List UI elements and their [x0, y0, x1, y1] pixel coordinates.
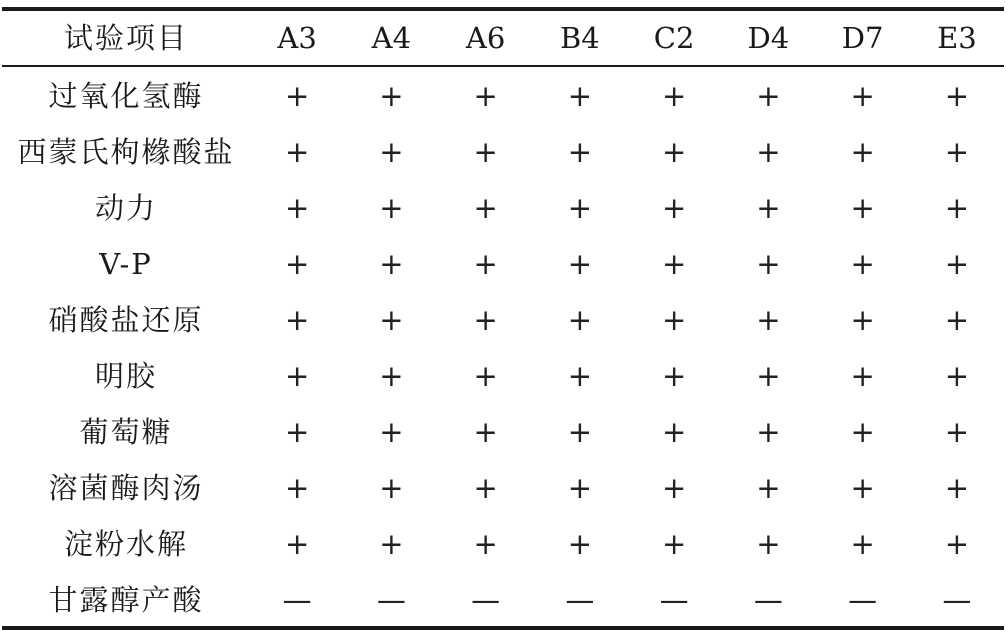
result-cell: +: [661, 415, 687, 450]
result-cell: +: [567, 527, 593, 562]
result-cell: +: [379, 471, 404, 506]
result-cell: —: [376, 583, 406, 618]
result-cell: +: [284, 134, 310, 169]
row-item-label: 过氧化氢酶: [48, 78, 204, 113]
result-cell: +: [661, 471, 687, 506]
result-cell: +: [944, 302, 970, 337]
result-cell: +: [473, 471, 498, 506]
result-cell: +: [379, 78, 404, 113]
result-cell: +: [567, 415, 593, 450]
result-cell: +: [661, 78, 687, 113]
result-cell: +: [284, 527, 310, 562]
result-cell: +: [379, 190, 404, 225]
result-cell: +: [567, 78, 593, 113]
result-cell: —: [753, 583, 783, 618]
result-cell: +: [379, 415, 404, 450]
result-cell: +: [661, 190, 687, 225]
result-cell: +: [756, 190, 781, 225]
row-item-label: V-P: [99, 246, 153, 281]
result-cell: +: [850, 190, 875, 225]
result-cell: +: [756, 527, 781, 562]
result-cell: +: [661, 359, 687, 394]
result-cell: +: [756, 471, 781, 506]
row-item-label: 淀粉水解: [63, 527, 188, 562]
header-strain-a4: A4: [371, 21, 412, 55]
header-item: 试验项目: [63, 21, 188, 55]
table-row: [2, 461, 1004, 517]
result-cell: +: [567, 302, 593, 337]
result-cell: +: [284, 471, 310, 506]
result-cell: +: [756, 134, 781, 169]
table-row: [2, 517, 1004, 573]
result-cell: +: [850, 359, 875, 394]
header-strain-b4: B4: [559, 21, 600, 55]
table-row: [2, 236, 1004, 292]
result-cell: —: [848, 583, 878, 618]
result-cell: +: [944, 190, 970, 225]
result-cell: +: [379, 359, 404, 394]
result-cell: +: [944, 78, 970, 113]
table-row: [2, 348, 1004, 404]
header-strain-a6: A6: [465, 21, 506, 55]
result-cell: —: [471, 583, 501, 618]
result-cell: +: [850, 302, 875, 337]
result-cell: +: [379, 302, 404, 337]
result-cell: —: [282, 583, 312, 618]
result-cell: +: [567, 359, 593, 394]
table-row: [2, 124, 1004, 180]
table-row: [2, 292, 1004, 348]
result-cell: +: [284, 246, 310, 281]
result-cell: +: [284, 359, 310, 394]
result-cell: +: [284, 302, 310, 337]
result-cell: +: [379, 527, 404, 562]
table-body: [2, 68, 1004, 629]
header-strain-d7: D7: [841, 21, 884, 55]
result-cell: +: [379, 134, 404, 169]
result-cell: +: [944, 415, 970, 450]
result-cell: +: [473, 246, 498, 281]
result-cell: +: [473, 190, 498, 225]
result-cell: +: [756, 359, 781, 394]
row-item-label: 动力: [94, 190, 157, 225]
header-strain-c2: C2: [653, 21, 695, 55]
result-cell: +: [944, 246, 970, 281]
row-item-label: 葡萄糖: [79, 415, 173, 450]
result-cell: +: [756, 302, 781, 337]
results-table: [2, 11, 1004, 629]
result-cell: +: [379, 246, 404, 281]
result-cell: +: [473, 359, 498, 394]
result-cell: +: [473, 78, 498, 113]
table-row: [2, 573, 1004, 629]
result-cell: —: [942, 583, 972, 618]
result-cell: +: [284, 190, 310, 225]
table-header-row: [2, 11, 1004, 66]
result-cell: +: [567, 190, 593, 225]
result-cell: +: [944, 359, 970, 394]
result-cell: —: [659, 583, 689, 618]
result-cell: —: [565, 583, 595, 618]
row-item-label: 溶菌酶肉汤: [48, 471, 204, 506]
result-cell: +: [850, 415, 875, 450]
result-cell: +: [850, 78, 875, 113]
result-cell: +: [284, 78, 310, 113]
result-cell: +: [661, 302, 687, 337]
row-item-label: 明胶: [94, 359, 157, 394]
header-strain-a3: A3: [277, 21, 317, 55]
table-row: [2, 405, 1004, 461]
result-cell: +: [567, 471, 593, 506]
result-cell: +: [661, 527, 687, 562]
result-cell: +: [473, 302, 498, 337]
result-cell: +: [567, 134, 593, 169]
result-cell: +: [661, 246, 687, 281]
result-cell: +: [944, 134, 970, 169]
result-cell: +: [473, 415, 498, 450]
result-cell: +: [850, 134, 875, 169]
table-row: [2, 68, 1004, 124]
result-cell: +: [284, 415, 310, 450]
result-cell: +: [944, 527, 970, 562]
result-cell: +: [661, 134, 687, 169]
header-strain-d4: D4: [747, 21, 790, 55]
result-cell: +: [473, 134, 498, 169]
result-cell: +: [756, 78, 781, 113]
row-item-label: 硝酸盐还原: [48, 302, 204, 337]
header-strain-e3: E3: [937, 21, 977, 55]
row-item-label: 甘露醇产酸: [48, 583, 204, 618]
result-cell: +: [756, 246, 781, 281]
result-cell: +: [944, 471, 970, 506]
row-item-label: 西蒙氏枸橼酸盐: [17, 134, 235, 169]
result-cell: +: [850, 246, 875, 281]
result-cell: +: [756, 415, 781, 450]
result-cell: +: [850, 471, 875, 506]
table-row: [2, 180, 1004, 236]
result-cell: +: [567, 246, 593, 281]
result-cell: +: [473, 527, 498, 562]
result-cell: +: [850, 527, 875, 562]
